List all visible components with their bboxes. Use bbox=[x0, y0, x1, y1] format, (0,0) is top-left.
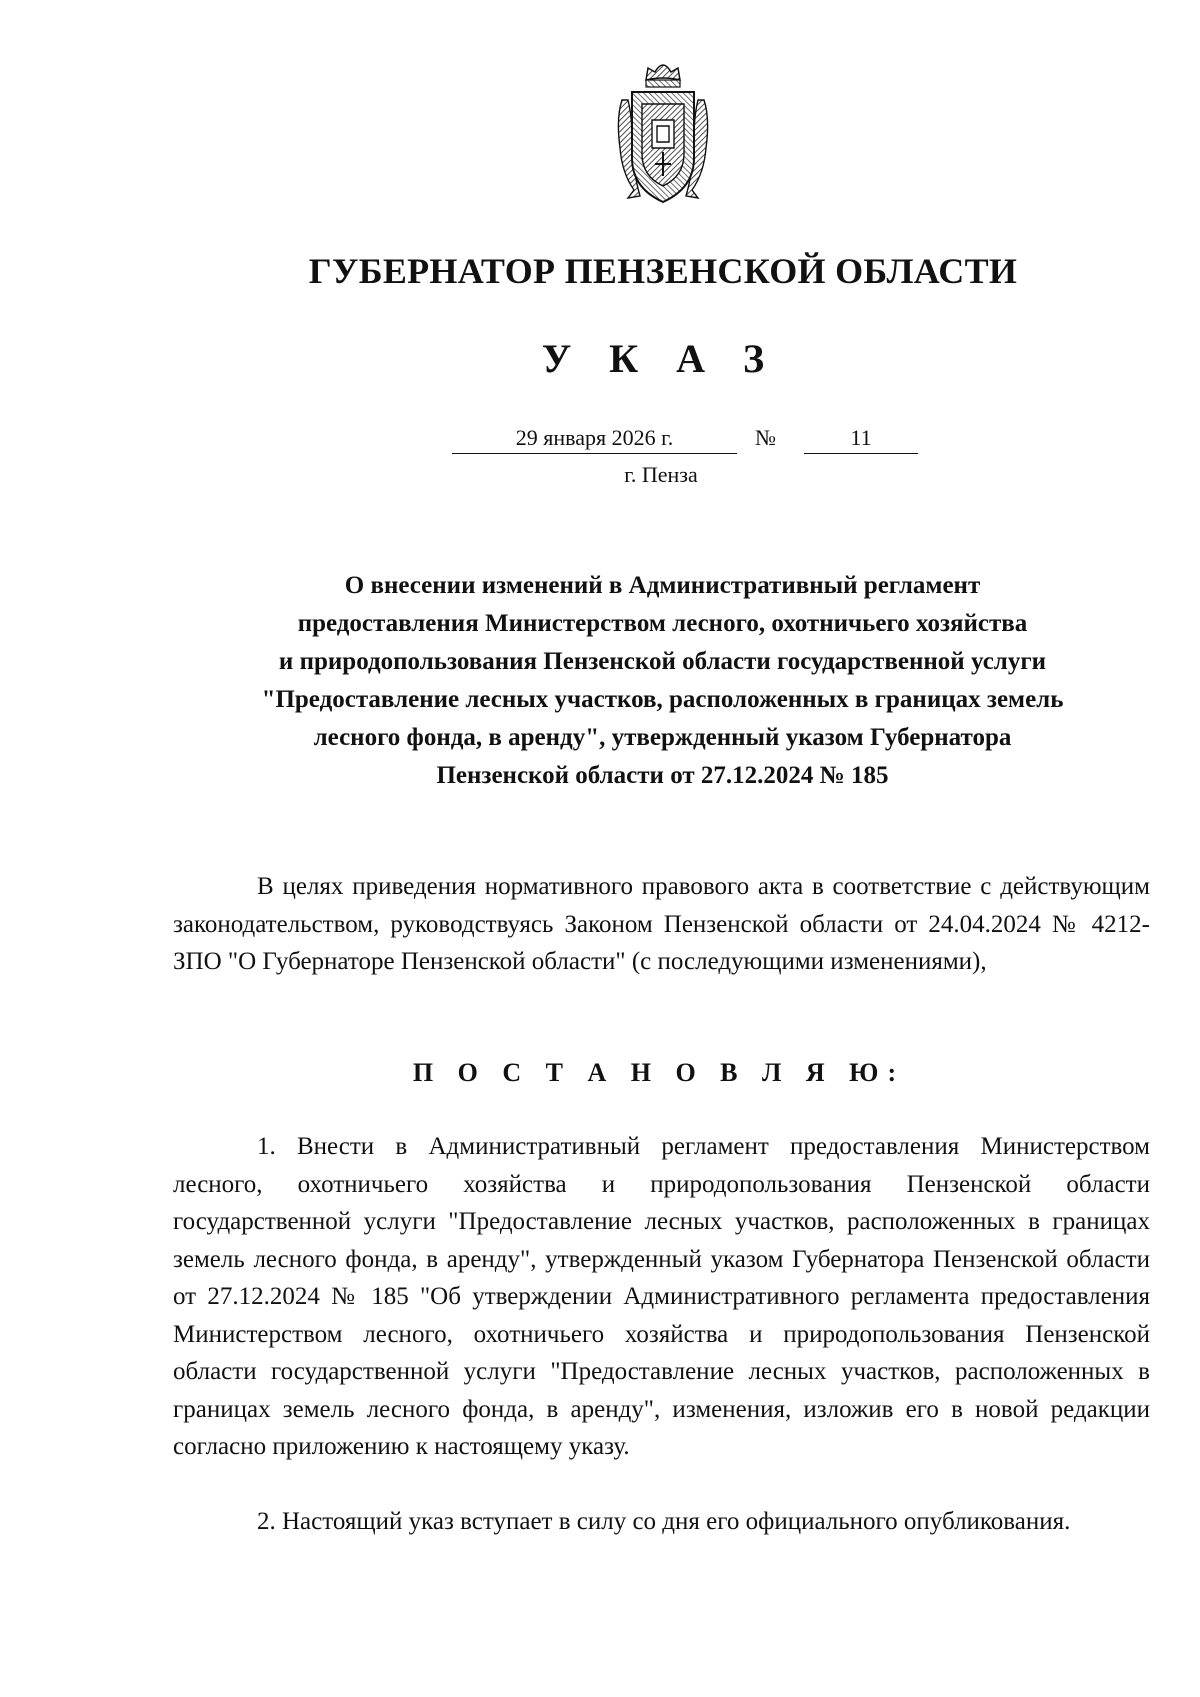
decree-item-1: 1. Внести в Административный регламент предоставления Министерством лесного, охотничьего хозяйства и природопользования Пензенской области государственной услуги "Предоставление лесных участков, расположенных в границах земель лесного фонда, в аренду", утвержденный указом Губернатора Пензенской области от 27.12.2024 № 185 "Об утверждении Административного регламента предоставления Министерством лесного, охотничьего хозяйства и природопользования Пензенской области государственной услуги "Предоставление лесных участков, расположенных в границах земель лесного фонда, в аренду", изменения, изложив его в новой редакции согласно приложению к настоящему указу. bbox=[173, 1133, 1150, 1460]
document-subject bbox=[150, 567, 1175, 795]
subject-line: О внесении изменений в Административный регламент bbox=[344, 572, 981, 599]
document-date: 29 января 2026 г. bbox=[452, 425, 737, 454]
decree-item-2: 2. Настоящий указ вступает в силу со дня его официального опубликования. bbox=[257, 1508, 1071, 1535]
subject-line: лесного фонда, в аренду", утвержденный указом Губернатора bbox=[313, 724, 1012, 751]
subject-line: предоставления Министерством лесного, охотничьего хозяйства bbox=[297, 610, 1028, 637]
subject-line: "Предоставление лесных участков, расположенных в границах земель bbox=[261, 686, 1064, 713]
number-sign: № bbox=[755, 425, 776, 450]
authority-title: ГУБЕРНАТОР ПЕНЗЕНСКОЙ ОБЛАСТИ bbox=[308, 251, 1018, 291]
city: г. Пенза bbox=[624, 462, 698, 487]
decree-heading: П О С Т А Н О В Л Я Ю: bbox=[412, 1058, 906, 1087]
preamble-paragraph: В целях приведения нормативного правового акта в соответствие с действующим законодательством, руководствуясь Законом Пензенской области от 24.04.2024 № 4212-ЗПО "О Губернаторе Пензенской области" (с последующими изменениями), bbox=[173, 873, 1150, 975]
coat-of-arms-icon bbox=[608, 58, 718, 208]
subject-line: Пензенской области от 27.12.2024 № 185 bbox=[436, 762, 889, 789]
document-type: У К А З bbox=[541, 336, 779, 381]
document-number: 11 bbox=[804, 425, 918, 454]
subject-line: и природопользования Пензенской области государственной услуги bbox=[278, 648, 1047, 675]
